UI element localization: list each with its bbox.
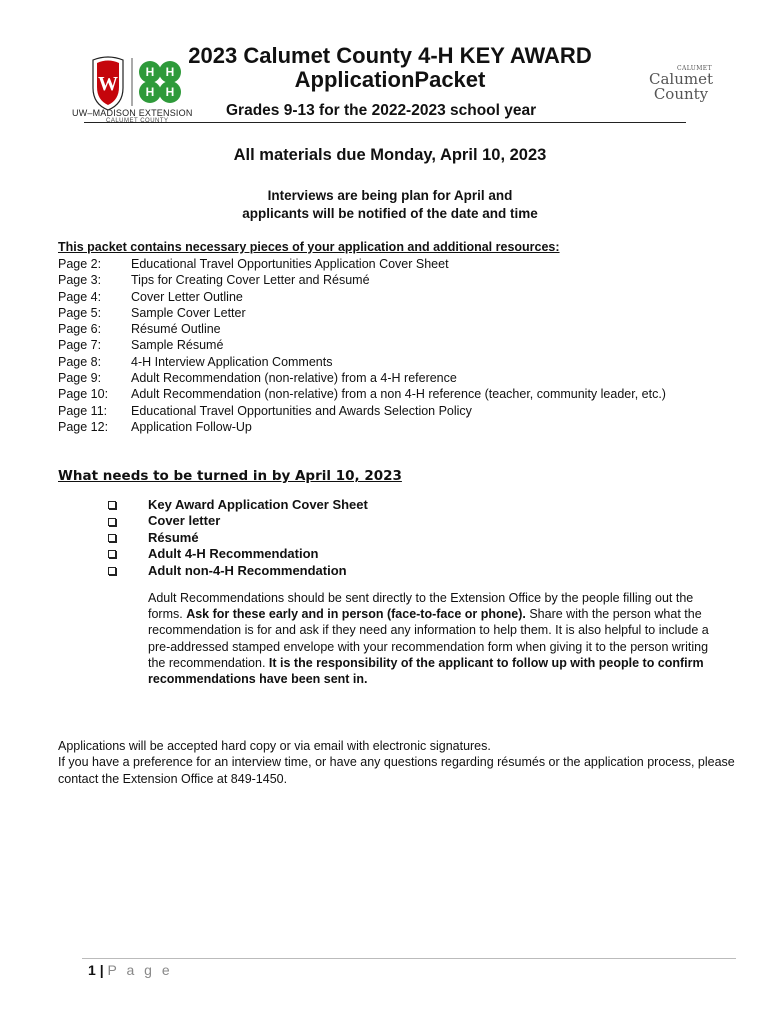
turn-in-heading: What needs to be turned in by April 10, 2023 xyxy=(58,468,402,484)
checklist-item: Résumé xyxy=(108,530,368,546)
interview-notice: Interviews are being plan for April and applicants will be notified of the date and time xyxy=(242,188,538,221)
svg-text:H: H xyxy=(165,65,175,79)
packet-contents-list xyxy=(58,256,666,435)
page-label: P a g e xyxy=(107,962,173,978)
calumet-county-logo: CALUMET Calumet County xyxy=(648,65,713,103)
checklist-item: Adult 4-H Recommendation xyxy=(108,546,368,562)
recommendation-instructions: Adult Recommendations should be sent directly to the Extension Office by the people filling out the forms. Ask for these early and in person (face-to-face or phone). Share with the person what the recommendation is for and ask if they need any information to help them. It is also helpful to include a pre-addressed stamped envelope with your recommendation form when giving it to the person writing the recommendation. It is the responsibility of the applicant to follow up with people to confirm recommendations have been sent in. xyxy=(148,591,709,687)
list-item: Page 2: Educational Travel Opportunities Application Cover Sheet xyxy=(58,257,449,271)
packet-contents-heading: This packet contains necessary pieces of your application and additional resources: xyxy=(58,240,560,254)
closing-notes: Applications will be accepted hard copy or via email with electronic signatures. If you have a preference for an interview time, or have any questions regarding résumés or the application process, please contact the Extension Office at 849-1450. xyxy=(58,739,735,786)
calumet-county-label: CALUMET COUNTY xyxy=(106,118,169,124)
page-number: 1 xyxy=(88,962,96,978)
list-item: Page 3: Tips for Creating Cover Letter and Résumé xyxy=(58,273,370,288)
list-item: Page 5: Sample Cover Letter xyxy=(58,305,246,320)
list-item: Page 10: Adult Recommendation (non-relative) from a non 4-H reference (teacher, community leader, etc.) xyxy=(58,387,666,402)
list-item: Page 12: Application Follow-Up xyxy=(58,419,252,434)
checklist-item: Cover letter xyxy=(108,513,368,529)
list-item: Page 9: Adult Recommendation (non-relative) from a 4-H reference xyxy=(58,371,457,386)
svg-text:W: W xyxy=(98,73,118,95)
checklist-item: Key Award Application Cover Sheet xyxy=(108,497,368,513)
checklist-item: Adult non-4-H Recommendation xyxy=(108,563,368,579)
list-item: Page 7: Sample Résumé xyxy=(58,338,224,353)
checkbox-icon xyxy=(108,534,116,542)
list-item: Page 6: Résumé Outline xyxy=(58,322,221,337)
document-title: 2023 Calumet County 4-H KEY AWARD ApplicationPacket xyxy=(188,43,592,92)
checkbox-icon xyxy=(108,567,116,575)
list-item: Page 4: Cover Letter Outline xyxy=(58,289,243,304)
checkbox-icon xyxy=(108,550,116,558)
svg-text:H: H xyxy=(145,65,155,79)
svg-text:H: H xyxy=(145,85,155,99)
svg-text:H: H xyxy=(165,85,175,99)
turn-in-checklist xyxy=(108,497,368,579)
footer-separator: | xyxy=(99,962,104,978)
footer-divider xyxy=(82,958,736,959)
uw-crest-icon xyxy=(93,57,123,110)
grades-subtitle: Grades 9-13 for the 2022-2023 school year xyxy=(226,102,537,119)
header-divider xyxy=(84,122,686,123)
list-item: Page 8: 4-H Interview Application Comments xyxy=(58,354,333,369)
list-item: Page 11: Educational Travel Opportunities and Awards Selection Policy xyxy=(58,403,472,418)
due-date-heading: All materials due Monday, April 10, 2023 xyxy=(233,146,547,164)
uw-extension-label: UW–MADISON EXTENSION xyxy=(72,108,193,118)
checkbox-icon xyxy=(108,518,116,526)
checkbox-icon xyxy=(108,501,116,509)
page-footer xyxy=(88,962,173,978)
